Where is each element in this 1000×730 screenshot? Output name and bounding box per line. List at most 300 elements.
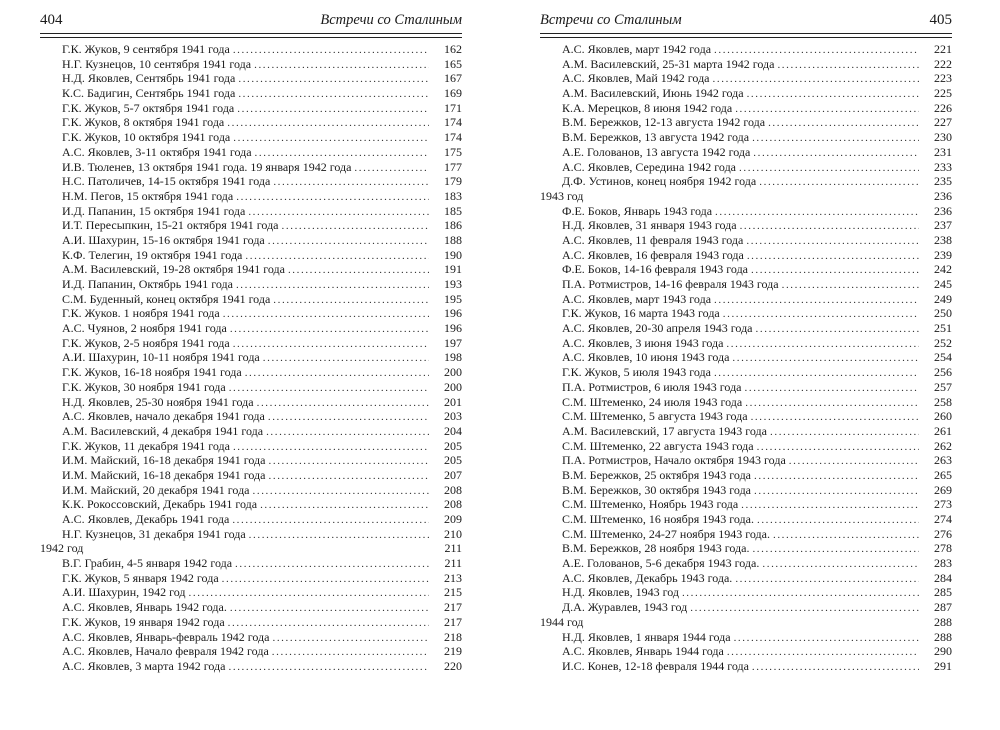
dot-leader [782, 278, 919, 293]
running-title: Встречи со Сталиным [540, 12, 682, 28]
toc-entry-title: Г.К. Жуков, 16-18 ноября 1941 года [62, 365, 242, 380]
toc-entry-page: 258 [934, 394, 952, 409]
dot-leader [745, 396, 919, 411]
dot-leader [238, 87, 429, 102]
toc-entry-title: Н.Д. Яковлев, 25-30 ноября 1941 года [62, 394, 254, 409]
toc-entry [40, 585, 462, 600]
toc-entry-page: 205 [444, 453, 462, 468]
dot-leader [745, 381, 920, 396]
dot-leader [232, 513, 429, 528]
toc-entry-page: 188 [444, 232, 462, 247]
running-head [40, 12, 462, 32]
toc-entry-page: 230 [934, 130, 952, 145]
toc-entry-title: И.В. Тюленев, 13 октября 1941 года. 19 января 1942 года [62, 159, 352, 174]
toc-entry [40, 336, 462, 351]
toc-entry-title: И.С. Конев, 12-18 февраля 1944 года [562, 658, 749, 673]
dot-leader [230, 322, 429, 337]
toc-entry [40, 556, 462, 571]
toc-entry-page: 278 [934, 541, 952, 556]
toc-entry [40, 86, 462, 101]
toc-entry-title: А.С. Яковлев, Начало февраля 1942 года [62, 644, 269, 659]
toc-entry [540, 218, 952, 233]
dot-leader [266, 425, 429, 440]
toc-entry [40, 218, 462, 233]
dot-leader [768, 116, 919, 131]
toc-entry-title: И.Д. Папанин, 15 октября 1941 года [62, 203, 246, 218]
right-page [540, 0, 952, 730]
toc-entry-title: 1942 год [40, 541, 84, 556]
toc-entry-title: Ф.Е. Боков, 14-16 февраля 1943 года [562, 262, 748, 277]
toc-entry-page: 197 [444, 335, 462, 350]
toc-entry-page: 284 [934, 570, 952, 585]
toc-entry [40, 630, 462, 645]
left-page [40, 0, 462, 730]
toc-entry-title: С.М. Буденный, конец октября 1941 года [62, 291, 271, 306]
toc-entry-page: 236 [934, 203, 952, 218]
toc-entry-page: 262 [934, 438, 952, 453]
toc-entry-page: 265 [934, 467, 952, 482]
toc-entry-page: 211 [444, 541, 462, 556]
toc-entry [40, 468, 462, 483]
toc-entry-title: А.Е. Голованов, 13 августа 1942 года [562, 144, 751, 159]
toc-entry-page: 191 [444, 262, 462, 277]
toc-entry-title: А.М. Василевский, 25-31 марта 1942 года [562, 56, 775, 71]
toc-entry [540, 145, 952, 160]
toc-entry-title: Г.К. Жуков, 9 сентября 1941 года [62, 42, 230, 56]
toc-entry-page: 201 [444, 394, 462, 409]
toc-entry [540, 321, 952, 336]
dot-leader [354, 161, 429, 176]
dot-leader [713, 72, 919, 87]
header-rule [540, 33, 952, 34]
dot-leader [254, 58, 429, 73]
dot-leader [754, 469, 919, 484]
toc-list [540, 42, 952, 674]
running-title: Встречи со Сталиным [320, 12, 462, 28]
dot-leader [249, 528, 429, 543]
dot-leader [714, 293, 919, 308]
toc-entry-title: И.М. Майский, 20 декабря 1941 года [62, 482, 250, 497]
toc-year-heading [540, 189, 952, 204]
dot-leader [777, 58, 919, 73]
dot-leader [273, 293, 429, 308]
toc-entry [540, 556, 952, 571]
toc-entry-title: И.Д. Папанин, Октябрь 1941 года [62, 277, 233, 291]
toc-entry-page: 207 [444, 467, 462, 482]
toc-entry-page: 285 [934, 585, 952, 600]
dot-leader [227, 116, 429, 131]
dot-leader [773, 528, 919, 543]
toc-entry-page: 220 [444, 658, 462, 673]
toc-entry-title: А.С. Яковлев, 3 марта 1942 года [62, 658, 226, 673]
toc-entry-title: Н.С. Патоличев, 14-15 октября 1941 года [62, 174, 271, 189]
toc-entry-page: 204 [444, 423, 462, 438]
toc-entry-page: 217 [444, 614, 462, 629]
toc-entry-title: Г.К. Жуков, 5 января 1942 года [62, 570, 219, 585]
toc-entry-page: 276 [934, 526, 952, 541]
dot-leader [233, 440, 429, 455]
toc-entry [540, 115, 952, 130]
dot-leader [253, 484, 430, 499]
dot-leader [757, 513, 919, 528]
toc-entry-page: 195 [444, 291, 462, 306]
toc-entry-title: Г.К. Жуков, 10 октября 1941 года [62, 130, 231, 145]
toc-entry-title: В.М. Бережков, 25 октября 1943 года [562, 467, 752, 482]
toc-entry-title: А.С. Яковлев, начало декабря 1941 года [62, 409, 265, 424]
toc-entry-title: В.М. Бережков, 28 ноября 1943 года. [562, 541, 750, 556]
toc-entry-page: 245 [934, 277, 952, 291]
dot-leader [229, 660, 430, 675]
toc-entry [40, 659, 462, 674]
toc-entry-title: С.М. Штеменко, 5 августа 1943 года [562, 409, 748, 424]
toc-entry-title: А.С. Яковлев, 11 февраля 1943 года [562, 232, 744, 247]
toc-entry-title: Г.К. Жуков, 5 июля 1943 года [562, 365, 711, 380]
toc-entry [540, 174, 952, 189]
dot-leader [746, 234, 919, 249]
dot-leader [245, 366, 429, 381]
toc-entry-page: 174 [444, 115, 462, 130]
header-rule [40, 33, 462, 34]
toc-entry-page: 219 [444, 644, 462, 659]
dot-leader [269, 469, 430, 484]
toc-entry-page: 254 [934, 350, 952, 365]
dot-leader [752, 660, 919, 675]
toc-entry-title: А.С. Чуянов, 2 ноября 1941 года [62, 321, 227, 336]
toc-entry-title: Н.Д. Яковлев, 1943 год [562, 585, 679, 600]
dot-leader [229, 381, 429, 396]
toc-entry [540, 644, 952, 659]
toc-entry [540, 233, 952, 248]
dot-leader [260, 498, 429, 513]
toc-entry [540, 585, 952, 600]
dot-leader [747, 249, 919, 264]
toc-entry [40, 571, 462, 586]
toc-entry-title: Н.Г. Кузнецов, 31 декабря 1941 года [62, 526, 246, 541]
dot-leader [288, 263, 429, 278]
toc-entry [40, 101, 462, 116]
toc-entry-page: 179 [444, 174, 462, 189]
toc-entry [540, 336, 952, 351]
toc-entry-page: 217 [444, 600, 462, 615]
toc-entry [40, 453, 462, 468]
toc-entry [40, 292, 462, 307]
dot-leader [682, 586, 919, 601]
toc-entry [40, 145, 462, 160]
toc-entry [40, 306, 462, 321]
toc-entry [40, 262, 462, 277]
toc-entry-title: В.М. Бережков, 12-13 августа 1942 года [562, 115, 766, 130]
toc-entry-page: 290 [934, 644, 952, 659]
toc-entry-title: В.Г. Грабин, 4-5 января 1942 года [62, 556, 233, 571]
dot-leader [727, 645, 919, 660]
dot-leader [223, 307, 429, 322]
header-rule [540, 37, 952, 38]
dot-leader [257, 396, 429, 411]
dot-leader [189, 586, 429, 601]
dot-leader [714, 43, 919, 58]
toc-entry [540, 86, 952, 101]
page-number: 405 [929, 12, 952, 28]
toc-entry-title: 1943 год [540, 188, 584, 203]
dot-leader [715, 205, 919, 220]
toc-entry [40, 189, 462, 204]
toc-entry-page: 162 [444, 42, 462, 56]
toc-entry-page: 215 [444, 585, 462, 600]
dot-leader [268, 234, 429, 249]
toc-entry-title: А.С. Яковлев, 3-11 октября 1941 года [62, 144, 252, 159]
dot-leader [714, 366, 919, 381]
toc-entry-title: А.С. Яковлев, Январь-февраль 1942 года [62, 629, 270, 644]
toc-entry-page: 169 [444, 86, 462, 101]
toc-entry-page: 287 [934, 600, 952, 615]
dot-leader [263, 351, 429, 366]
toc-entry-page: 274 [934, 512, 952, 526]
toc-entry [540, 160, 952, 175]
toc-entry [40, 350, 462, 365]
dot-leader [268, 410, 429, 425]
toc-entry-title: Г.К. Жуков, 8 октября 1941 года [62, 115, 225, 130]
toc-entry [40, 321, 462, 336]
toc-entry-page: 236 [934, 188, 952, 203]
toc-entry [40, 483, 462, 498]
toc-entry-page: 249 [934, 291, 952, 306]
toc-entry [540, 130, 952, 145]
dot-leader [752, 131, 919, 146]
dot-leader [269, 454, 430, 469]
toc-entry-page: 211 [444, 556, 462, 571]
toc-entry-title: Н.Д. Яковлев, Сентябрь 1941 года [62, 71, 236, 86]
dot-leader [735, 572, 919, 587]
toc-entry [540, 659, 952, 674]
toc-entry-page: 177 [444, 159, 462, 174]
toc-entry [40, 160, 462, 175]
toc-entry-title: К.А. Мерецков, 8 июня 1942 года [562, 100, 733, 115]
toc-entry [40, 600, 462, 615]
toc-entry-title: Н.Г. Кузнецов, 10 сентября 1941 года [62, 56, 252, 71]
toc-entry-title: Д.Ф. Устинов, конец ноября 1942 года [562, 174, 757, 189]
toc-entry-page: 203 [444, 409, 462, 424]
dot-leader [282, 219, 429, 234]
toc-entry [540, 424, 952, 439]
toc-entry [540, 277, 952, 292]
toc-entry-title: П.А. Ротмистров, 14-16 февраля 1943 года [562, 277, 779, 291]
toc-entry-title: А.С. Яковлев, март 1943 года [562, 291, 712, 306]
toc-entry [540, 380, 952, 395]
dot-leader [255, 146, 429, 161]
toc-entry-title: С.М. Штеменко, 16 ноября 1943 года. [562, 512, 754, 526]
toc-entry [540, 395, 952, 410]
dot-leader [233, 131, 429, 146]
toc-entry-page: 239 [934, 247, 952, 262]
toc-entry-page: 213 [444, 570, 462, 585]
toc-entry-title: Г.К. Жуков, 5-7 октября 1941 года [62, 100, 235, 115]
toc-entry-title: Ф.Е. Боков, Январь 1943 года [562, 203, 713, 218]
toc-entry [540, 571, 952, 586]
toc-entry-page: 183 [444, 188, 462, 203]
toc-entry-title: А.И. Шахурин, 10-11 ноября 1941 года [62, 350, 260, 365]
toc-entry [40, 174, 462, 189]
toc-entry-page: 196 [444, 321, 462, 336]
dot-leader [236, 190, 429, 205]
toc-entry-title: А.И. Шахурин, 15-16 октября 1941 года [62, 232, 265, 247]
toc-entry [40, 512, 462, 527]
dot-leader [233, 337, 429, 352]
toc-entry-title: Г.К. Жуков. 1 ноября 1941 года [62, 306, 220, 321]
toc-entry-page: 186 [444, 218, 462, 233]
toc-entry [540, 497, 952, 512]
toc-entry-page: 288 [934, 629, 952, 644]
toc-entry [540, 204, 952, 219]
toc-entry-title: Г.К. Жуков, 30 ноября 1941 года [62, 379, 226, 394]
toc-entry-page: 231 [934, 144, 952, 159]
dot-leader [272, 631, 429, 646]
toc-entry-page: 223 [934, 71, 952, 86]
toc-entry [540, 630, 952, 645]
toc-entry [540, 468, 952, 483]
dot-leader [757, 440, 919, 455]
toc-year-heading [540, 615, 952, 630]
toc-entry [540, 365, 952, 380]
toc-entry-title: С.М. Штеменко, 24-27 ноября 1943 года. [562, 526, 770, 541]
toc-entry-page: 222 [934, 56, 952, 71]
toc-entry-title: Н.Д. Яковлев, 1 января 1944 года [562, 629, 731, 644]
dot-leader [751, 410, 919, 425]
toc-entry-title: С.М. Штеменко, 22 августа 1943 года [562, 438, 754, 453]
toc-entry-page: 165 [444, 56, 462, 71]
dot-leader [762, 557, 919, 572]
toc-entry-page: 238 [934, 232, 952, 247]
toc-entry [40, 130, 462, 145]
dot-leader [732, 351, 919, 366]
toc-entry-page: 226 [934, 100, 952, 115]
toc-entry-title: 1944 год [540, 614, 584, 629]
toc-entry [540, 57, 952, 72]
toc-entry-title: И.М. Майский, 16-18 декабря 1941 года [62, 453, 266, 468]
dot-leader [789, 454, 919, 469]
dot-leader [235, 557, 429, 572]
toc-entry [40, 380, 462, 395]
toc-entry-title: А.М. Василевский, 19-28 октября 1941 года [62, 262, 285, 277]
toc-entry-page: 233 [934, 159, 952, 174]
toc-entry-title: Г.К. Жуков, 16 марта 1943 года [562, 306, 720, 321]
toc-entry [540, 101, 952, 116]
toc-entry-page: 167 [444, 71, 462, 86]
toc-entry [40, 615, 462, 630]
toc-entry [40, 57, 462, 72]
toc-entry [40, 277, 462, 292]
toc-entry [540, 439, 952, 454]
dot-leader [690, 601, 919, 616]
dot-leader [237, 102, 429, 117]
toc-entry-page: 200 [444, 365, 462, 380]
toc-entry [40, 424, 462, 439]
dot-leader [230, 601, 429, 616]
toc-entry-page: 190 [444, 247, 462, 262]
toc-entry-page: 250 [934, 306, 952, 321]
toc-entry-page: 174 [444, 130, 462, 145]
toc-entry-title: К.Ф. Телегин, 19 октября 1941 года [62, 247, 243, 262]
toc-entry [540, 512, 952, 527]
toc-entry-page: 252 [934, 335, 952, 350]
header-rule [40, 37, 462, 38]
dot-leader [238, 72, 429, 87]
toc-entry-page: 198 [444, 350, 462, 365]
toc-entry-title: К.К. Рокоссовский, Декабрь 1941 года [62, 497, 258, 512]
toc-entry-page: 175 [444, 144, 462, 159]
toc-entry [40, 115, 462, 130]
toc-entry-title: Г.К. Жуков, 2-5 ноября 1941 года [62, 335, 230, 350]
toc-entry-page: 257 [934, 379, 952, 394]
toc-entry-page: 205 [444, 438, 462, 453]
toc-entry [40, 204, 462, 219]
dot-leader [735, 102, 919, 117]
toc-entry [540, 248, 952, 263]
toc-entry-title: К.С. Бадигин, Сентябрь 1941 года [62, 86, 236, 101]
dot-leader [245, 249, 429, 264]
dot-leader [754, 484, 919, 499]
toc-entry-page: 260 [934, 409, 952, 424]
toc-entry-page: 208 [444, 482, 462, 497]
page-number: 404 [40, 12, 63, 28]
toc-entry [40, 527, 462, 542]
dot-leader [747, 87, 919, 102]
dot-leader [739, 161, 919, 176]
toc-entry-page: 256 [934, 365, 952, 380]
dot-leader [723, 307, 919, 322]
running-head [540, 12, 952, 32]
toc-entry [540, 483, 952, 498]
toc-entry-title: А.С. Яковлев, Середина 1942 года [562, 159, 737, 174]
toc-entry [540, 71, 952, 86]
toc-entry-title: С.М. Штеменко, Ноябрь 1943 года [562, 497, 739, 512]
toc-entry [540, 527, 952, 542]
toc-entry-title: И.Т. Пересыпкин, 15-21 октября 1941 года [62, 218, 279, 233]
toc-entry-title: В.М. Бережков, 30 октября 1943 года [562, 482, 752, 497]
toc-entry-title: Г.К. Жуков, 19 января 1942 года [62, 614, 225, 629]
toc-entry-page: 283 [934, 556, 952, 571]
toc-entry [40, 233, 462, 248]
toc-entry-page: 200 [444, 379, 462, 394]
toc-entry-title: Н.М. Пегов, 15 октября 1941 года [62, 188, 234, 203]
toc-entry-page: 185 [444, 203, 462, 218]
toc-entry-page: 291 [934, 658, 952, 673]
toc-entry-title: А.М. Василевский, 17 августа 1943 года [562, 423, 767, 438]
toc-entry-page: 261 [934, 423, 952, 438]
toc-entry [40, 409, 462, 424]
toc-entry-title: А.С. Яковлев, Декабрь 1941 года [62, 512, 230, 526]
toc-entry-title: А.С. Яковлев, 16 февраля 1943 года [562, 247, 744, 262]
toc-entry-page: 269 [934, 482, 952, 497]
toc-entry-title: Г.К. Жуков, 11 декабря 1941 года [62, 438, 230, 453]
toc-entry [40, 71, 462, 86]
toc-entry-page: 237 [934, 218, 952, 233]
dot-leader [770, 425, 919, 440]
toc-entry [40, 42, 462, 57]
dot-leader [233, 43, 429, 58]
toc-entry [40, 644, 462, 659]
toc-entry-title: А.С. Яковлев, Январь 1942 года. [62, 600, 227, 615]
toc-entry [540, 541, 952, 556]
toc-entry-title: А.Е. Голованов, 5-6 декабря 1943 года. [562, 556, 760, 571]
toc-entry-page: 273 [934, 497, 952, 512]
toc-entry-title: А.С. Яковлев, Май 1942 года [562, 71, 710, 86]
toc-year-heading [40, 541, 462, 556]
dot-leader [740, 219, 919, 234]
toc-entry-page: 263 [934, 453, 952, 468]
dot-leader [222, 572, 429, 587]
toc-entry [540, 306, 952, 321]
toc-list [40, 42, 462, 674]
